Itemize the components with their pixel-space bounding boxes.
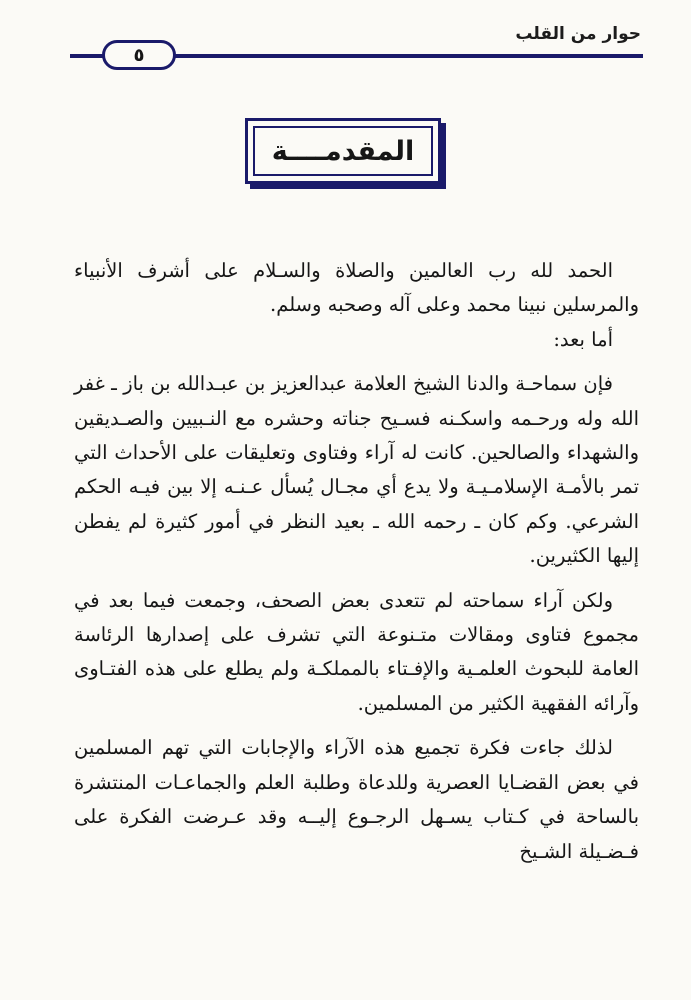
body-text xyxy=(74,254,639,869)
page-number-box xyxy=(102,40,176,70)
section-title-frame xyxy=(245,118,441,184)
paragraph-opening: الحمد لله رب العالمين والصلاة والسـلام على أشرف الأنبياء والمرسلين نبينا محمد وعلى آله وصحبه وسلم. xyxy=(74,259,639,317)
paragraph-fatawa: ولكن آراء سماحته لم تتعدى بعض الصحف، وجمعت فيما بعد في مجموع فتاوى ومقالات متـنوعة التي تشرف على إصدارها الرئاسة العامة للبحوث العلمـية والإفـتاء بالمملكـة ولم يطلع على هذه الفتـاوى وآرائه الفقهية الكثير من المسلمين. xyxy=(74,588,639,715)
paragraph-shaikh: فإن سماحـة والدنا الشيخ العلامة عبدالعزيز بن عبـدالله بن باز ـ غفر الله وله ورحـمه واسكـنه فسـيح جناته وحشره مع النـبيين والصـديقين والشهداء والصالحين. كانت له آراء وفتاوى وتعليقات على الأحداث التي تمر بالأمـة الإسلامـيـة ولا يدع أي مجـال يُسأل عـنـه إلا بين فيـه الحكم الشرعي. وكم كان ـ رحمه الله ـ بعيد النظر في أمور كثيرة لم يفطن إليها الكثيرين. xyxy=(74,372,639,568)
paragraph-amma-bad: أما بعد: xyxy=(553,327,613,351)
page-number: ٥ xyxy=(133,44,145,66)
paragraph-idea: لذلك جاءت فكرة تجميع هذه الآراء والإجابات التي تهم المسلمين في بعض القضـايا العصرية وللدعاة وطلبة العلم والجماعـات المنتشرة بالساحة في كـتاب يسـهل الرجـوع إليــه وقد عـرضت الفكرة على فـضـيلة الشـيخ xyxy=(74,736,639,863)
running-title: حوار من القلب xyxy=(515,24,641,44)
page-header xyxy=(70,20,643,70)
section-title-inner-frame xyxy=(253,126,433,176)
section-title: المقدمــــة xyxy=(271,135,415,167)
